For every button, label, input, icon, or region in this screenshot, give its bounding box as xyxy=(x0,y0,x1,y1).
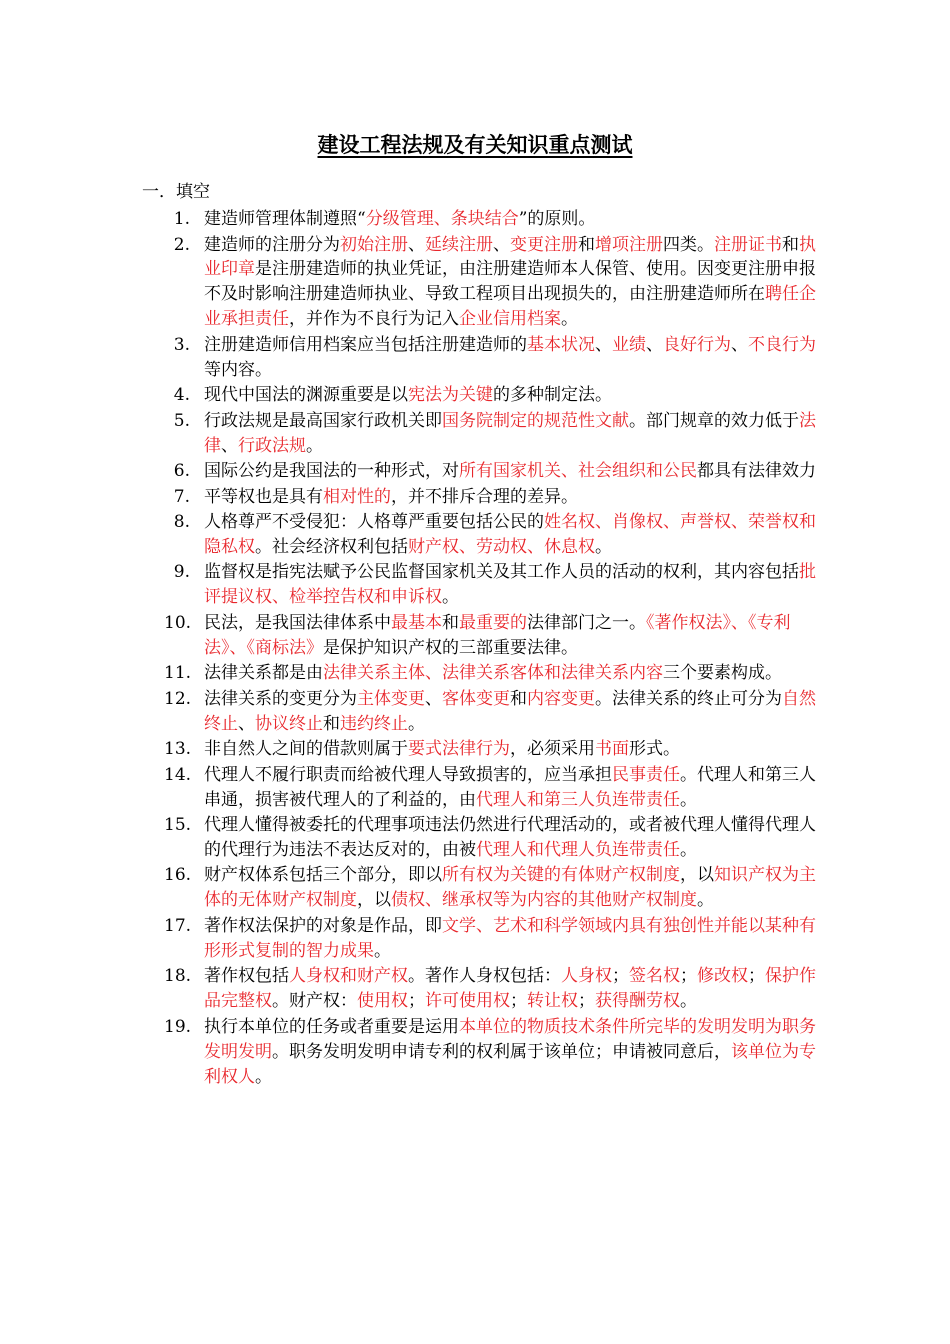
question-text: ，以 xyxy=(680,865,714,886)
answer-text: 代理人和代理人负连带责任 xyxy=(476,839,680,860)
question-text: 。著作人身权包括： xyxy=(408,966,561,987)
question-text: 行政法规是最高国家行政机关即 xyxy=(204,410,442,431)
item-number: 14. xyxy=(164,764,192,785)
answer-text: 人身权和财产权 xyxy=(289,966,408,987)
question-text: ； xyxy=(612,966,629,987)
question-text: 。 xyxy=(306,435,323,456)
answer-text: 业绩 xyxy=(612,334,646,355)
question-text: 、 xyxy=(493,234,510,255)
answer-text: 宪法为关键 xyxy=(408,385,493,406)
question-text: 。 xyxy=(374,940,391,961)
list-item xyxy=(164,813,824,863)
answer-text: 债权、继承权等为内容的其他财产权制度 xyxy=(391,890,697,911)
question-text: 和 xyxy=(782,234,799,255)
item-number: 5. xyxy=(173,410,190,431)
question-text: 法律部门之一。 xyxy=(527,612,646,633)
question-text: 代理人懂得被委托的代理事项违法仍然进行代理活动的，或者被代理人懂得代理人的代理行为违法不表达反对的，由被 xyxy=(204,815,816,860)
question-text: 、 xyxy=(731,334,748,355)
question-text: 形式。 xyxy=(629,739,680,760)
answer-text: 保护作品完整权 xyxy=(204,966,816,1012)
question-text: 建造师管理体制遵照“ xyxy=(204,209,366,229)
answer-text: 要式法律行为 xyxy=(408,739,510,760)
answer-text: 不良行为 xyxy=(748,334,816,355)
question-text: 注册建造师信用档案应当包括注册建造师的 xyxy=(204,334,527,355)
answer-text: 变更注册 xyxy=(510,234,578,255)
question-text: 三个要素构成。 xyxy=(663,663,782,684)
question-text: ”的原则。 xyxy=(518,209,596,229)
question-text: 是保护知识产权的三部重要法律。 xyxy=(323,637,578,658)
answer-text: 最基本 xyxy=(391,612,442,633)
section-heading: 一．填空 xyxy=(142,182,210,202)
question-text: 。法律关系的终止可分为 xyxy=(595,688,782,709)
list-item xyxy=(164,409,824,459)
answer-text: 延续注册 xyxy=(425,234,493,255)
question-text: 和 xyxy=(323,713,340,734)
list-item xyxy=(164,863,824,913)
question-text: 民法，是我国法律体系中 xyxy=(204,612,391,633)
question-text: ，以 xyxy=(357,890,391,911)
question-text: 、 xyxy=(425,688,442,709)
question-text: ； xyxy=(748,966,765,987)
answer-text: 批评提议权、检举控告权和申诉权 xyxy=(204,562,816,608)
question-text: 著作权包括 xyxy=(204,966,289,987)
list-item xyxy=(164,233,824,333)
question-text: ； xyxy=(680,966,697,987)
item-number: 8. xyxy=(173,512,190,533)
answer-text: 所有国家机关、社会组织和公民 xyxy=(459,461,697,482)
question-text: 人格尊严不受侵犯：人格尊严重要包括公民的 xyxy=(204,512,544,533)
question-text: 著作权法保护的对象是作品，即 xyxy=(204,915,442,936)
question-text: 等内容。 xyxy=(204,359,272,380)
answer-text: 企业信用档案 xyxy=(459,309,561,330)
question-text: 。 xyxy=(561,309,578,330)
question-text: 。 xyxy=(255,1066,272,1087)
question-text: 。部门规章的效力低于 xyxy=(629,410,799,431)
list-item xyxy=(164,964,824,1014)
item-number: 17. xyxy=(164,915,192,936)
answer-text: 最重要的 xyxy=(459,612,527,633)
answer-text: 内容变更 xyxy=(527,688,595,709)
question-text: ； xyxy=(408,991,425,1012)
list-item xyxy=(164,611,824,661)
question-text: 。 xyxy=(595,536,612,557)
question-text: 。社会经济权利包括 xyxy=(255,536,408,557)
question-text: 。 xyxy=(680,991,697,1012)
question-text: 。 xyxy=(697,890,714,911)
item-number: 15. xyxy=(164,815,192,836)
answer-text: 增项注册 xyxy=(595,234,663,255)
question-text: ； xyxy=(578,991,595,1012)
fill-in-list xyxy=(164,207,824,1090)
question-text: 平等权也是具有 xyxy=(204,486,323,507)
answer-text: 知识产权为主体的无体财产权制度 xyxy=(204,865,816,911)
question-text: 执行本单位的任务或者重要是运用 xyxy=(204,1016,459,1037)
question-text: 四类。 xyxy=(663,234,714,255)
question-text: 、 xyxy=(238,713,255,734)
list-item xyxy=(164,687,824,737)
question-text: 和 xyxy=(510,688,527,709)
answer-text: 所有权为关键的有体财产权制度 xyxy=(442,865,680,886)
question-text: 、 xyxy=(595,334,612,355)
answer-text: 国务院制定的规范性文献 xyxy=(442,410,629,431)
answer-text: 《著作权法》、《专利法》、《商标法》 xyxy=(204,612,791,658)
list-item xyxy=(164,1015,824,1090)
answer-text: 该单位为专利权人 xyxy=(204,1041,816,1087)
question-text: 。 xyxy=(680,839,697,860)
answer-text: 客体变更 xyxy=(442,688,510,709)
document-title: 建设工程法规及有关知识重点测试 xyxy=(317,132,633,157)
answer-text: 转让权 xyxy=(527,991,578,1012)
question-text: 都具有法律效力 xyxy=(697,461,816,482)
answer-text: 代理人和第三人负连带责任 xyxy=(476,789,680,810)
list-item xyxy=(164,459,824,484)
list-item xyxy=(164,510,824,560)
answer-text: 协议终止 xyxy=(255,713,323,734)
list-item xyxy=(164,485,824,510)
answer-text: 修改权 xyxy=(697,966,748,987)
question-text: 。职务发明发明申请专利的权利属于该单位；申请被同意后， xyxy=(272,1041,731,1062)
answer-text: 聘任企业承担责任 xyxy=(204,284,816,330)
item-number: 19. xyxy=(164,1016,192,1037)
list-item xyxy=(164,763,824,813)
item-number: 1. xyxy=(173,209,190,229)
question-text: 。代理人和第三人串通，损害被代理人的了利益的，由 xyxy=(204,764,816,810)
question-text: 、 xyxy=(408,234,425,255)
answer-text: 基本状况 xyxy=(527,334,595,355)
list-item xyxy=(164,737,824,762)
item-number: 10. xyxy=(164,612,192,633)
answer-text: 书面 xyxy=(595,739,629,760)
question-text: 法律关系都是由 xyxy=(204,663,323,684)
answer-text: 良好行为 xyxy=(663,334,731,355)
question-text: ，并不排斥合理的差异。 xyxy=(391,486,578,507)
question-text: 。 xyxy=(680,789,697,810)
question-text: 代理人不履行职责而给被代理人导致损害的，应当承担 xyxy=(204,764,612,785)
question-text: 法律关系的变更分为 xyxy=(204,688,357,709)
question-text: ，必须采用 xyxy=(510,739,595,760)
question-text: 、 xyxy=(221,435,238,456)
list-item xyxy=(164,333,824,383)
question-text: 是注册建造师的执业凭证，由注册建造师本人保管、使用。因变更注册申报不及时影响注册建造师执业、导致工程项目出现损失的，由注册建造师所在 xyxy=(204,259,816,305)
answer-text: 文学、艺术和科学领域内具有独创性并能以某种有形形式复制的智力成果 xyxy=(204,915,816,961)
item-number: 12. xyxy=(164,688,192,709)
answer-text: 自然终止 xyxy=(204,688,816,734)
question-text: 。 xyxy=(408,713,425,734)
question-text: 非自然人之间的借款则属于 xyxy=(204,739,408,760)
answer-text: 使用权 xyxy=(357,991,408,1012)
question-text: 的多种制定法。 xyxy=(493,385,612,406)
item-number: 11. xyxy=(164,663,192,684)
answer-text: 获得酬劳权 xyxy=(595,991,680,1012)
list-item xyxy=(164,661,824,686)
answer-text: 主体变更 xyxy=(357,688,425,709)
question-text: 国际公约是我国法的一种形式，对 xyxy=(204,461,459,482)
list-item xyxy=(164,207,824,232)
answer-text: 签名权 xyxy=(629,966,680,987)
answer-text: 法律 xyxy=(204,410,816,456)
list-item xyxy=(164,560,824,610)
answer-text: 分级管理、条块结合 xyxy=(365,209,519,229)
question-text: 监督权是指宪法赋予公民监督国家机关及其工作人员的活动的权利，其内容包括 xyxy=(204,562,799,583)
answer-text: 民事责任 xyxy=(612,764,680,785)
answer-text: 本单位的物质技术条件所完毕的发明发明为职务发明发明 xyxy=(204,1016,816,1062)
question-text: 财产权体系包括三个部分，即以 xyxy=(204,865,442,886)
item-number: 4. xyxy=(173,385,190,406)
item-number: 7. xyxy=(173,486,190,507)
answer-text: 行政法规 xyxy=(238,435,306,456)
question-text: 和 xyxy=(578,234,595,255)
item-number: 13. xyxy=(164,739,192,760)
answer-text: 相对性的 xyxy=(323,486,391,507)
answer-text: 法律关系主体、法律关系客体和法律关系内容 xyxy=(323,663,663,684)
answer-text: 违约终止 xyxy=(340,713,408,734)
item-number: 6. xyxy=(173,461,190,482)
item-number: 3. xyxy=(173,334,190,355)
question-text: 和 xyxy=(442,612,459,633)
question-text: 。 xyxy=(442,587,459,608)
answer-text: 财产权、劳动权、休息权 xyxy=(408,536,595,557)
question-text: 现代中国法的渊源重要是以 xyxy=(204,385,408,406)
question-text: ，并作为不良行为记入 xyxy=(289,309,459,330)
question-text: 、 xyxy=(646,334,663,355)
answer-text: 初始注册 xyxy=(340,234,408,255)
question-text: 。财产权： xyxy=(272,991,357,1012)
answer-text: 姓名权、肖像权、声誉权、荣誉权和隐私权 xyxy=(204,512,816,557)
item-number: 16. xyxy=(164,865,192,886)
list-item xyxy=(164,383,824,408)
answer-text: 人身权 xyxy=(561,966,612,987)
question-text: 建造师的注册分为 xyxy=(204,234,340,255)
item-number: 2. xyxy=(173,234,190,255)
answer-text: 执业印章 xyxy=(204,234,816,280)
question-text: ； xyxy=(510,991,527,1012)
list-item xyxy=(164,914,824,964)
answer-text: 注册证书 xyxy=(714,234,782,255)
item-number: 18. xyxy=(164,966,192,987)
answer-text: 许可使用权 xyxy=(425,991,510,1012)
item-number: 9. xyxy=(173,562,190,583)
